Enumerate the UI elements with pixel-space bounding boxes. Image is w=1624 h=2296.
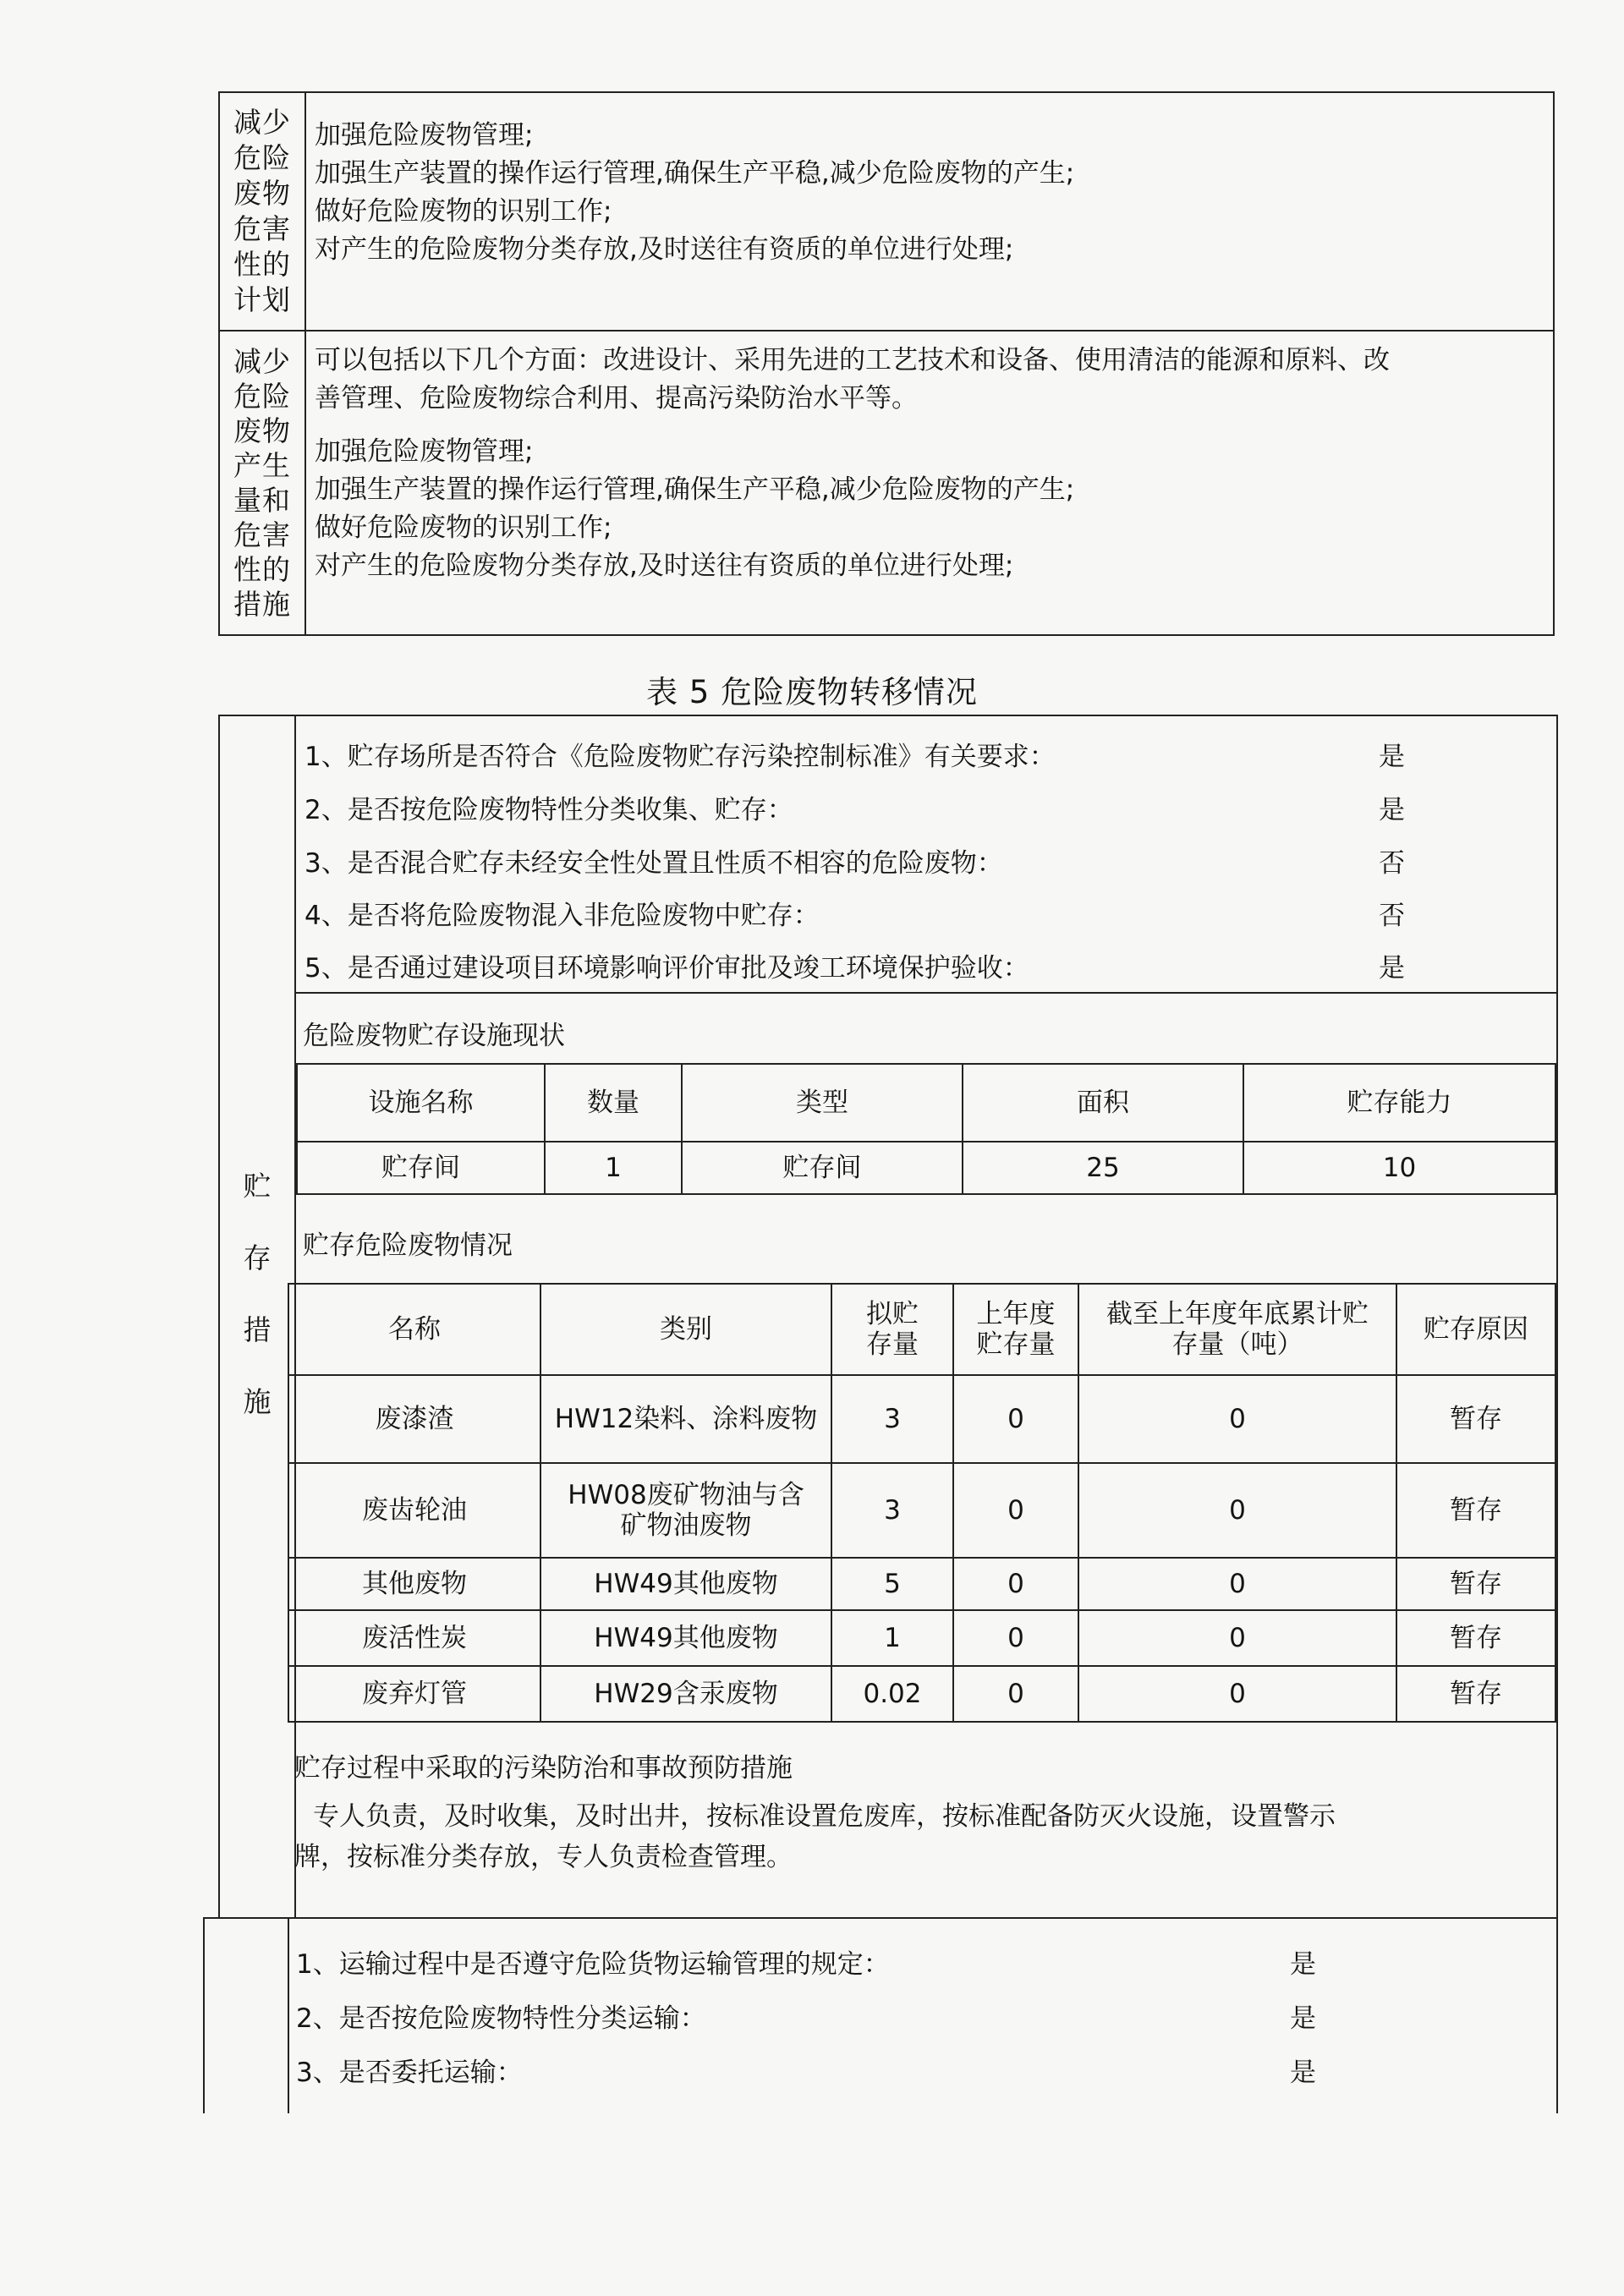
waste-header: 截至上年度年底累计贮存量（吨） (1078, 1284, 1396, 1375)
storage-answer: 是 (1379, 742, 1405, 772)
storage-question: 1、贮存场所是否符合《危险废物贮存污染控制标准》有关要求： 是 (304, 735, 1548, 773)
waste-header: 类别 (540, 1284, 831, 1375)
storage-question: 5、是否通过建设项目环境影响评价审批及竣工环境保护验收： 是 (304, 946, 1548, 984)
waste-cell: 0 (1078, 1375, 1396, 1463)
plan-row-plan (219, 92, 1554, 331)
waste-cell: 5 (831, 1558, 953, 1610)
waste-cell: 暂存 (1396, 1375, 1555, 1463)
waste-cell: 0 (953, 1610, 1078, 1666)
storage-question: 2、是否按危险废物特性分类收集、贮存： 是 (304, 788, 1548, 826)
plan-table (218, 91, 1555, 636)
plan-row-label: 减少 危险 废物 危害 性的 计划 (219, 92, 305, 331)
storage-answer: 否 (1379, 848, 1405, 879)
waste-cell: 0 (1078, 1666, 1396, 1722)
facility-header: 设施名称 (297, 1064, 545, 1142)
waste-cell: 3 (831, 1375, 953, 1463)
waste-row (288, 1463, 1555, 1558)
facility-cell: 25 (963, 1142, 1243, 1194)
transport-answer: 是 (1290, 2003, 1316, 2034)
waste-cell: 0 (953, 1463, 1078, 1558)
storage-answer: 是 (1379, 795, 1405, 825)
waste-cell: 0 (1078, 1610, 1396, 1666)
waste-header: 拟贮存量 (831, 1284, 953, 1375)
waste-cell: 暂存 (1396, 1610, 1555, 1666)
waste-cell: 废漆渣 (288, 1375, 540, 1463)
measures-row-text: 可以包括以下几个方面：改进设计、采用先进的工艺技术和设备、使用清洁的能源和原料、改 善管理、危险废物综合利用、提高污染防治水平等。 加强危险废物管理; 加强生产装置的操作运行管理,确保生产平稳,减少危险废物的产生; 做好危险废物的识别工作; 对产生的危险废物分类存放,及时送往有资质的单位进行处理; (305, 331, 1554, 635)
waste-cell: 废活性炭 (288, 1610, 540, 1666)
waste-table (288, 1283, 1556, 1723)
waste-section-label: 贮存危险废物情况 (303, 1230, 513, 1261)
transport-section (203, 1917, 1558, 2113)
waste-cell: HW49其他废物 (540, 1610, 831, 1666)
storage-section (218, 715, 1558, 1919)
waste-cell: 暂存 (1396, 1666, 1555, 1722)
waste-header: 名称 (288, 1284, 540, 1375)
storage-side-label-2: 存 (243, 1241, 272, 1274)
storage-question: 4、是否将危险废物混入非危险废物中贮存： 否 (304, 894, 1548, 932)
facility-header: 贮存能力 (1243, 1064, 1555, 1142)
measures-title: 贮存过程中采取的污染防治和事故预防措施 (294, 1753, 793, 1784)
waste-header-row (288, 1284, 1555, 1375)
facility-header-row (297, 1064, 1555, 1142)
plan-row-measures (219, 331, 1554, 635)
waste-header: 上年度贮存量 (953, 1284, 1078, 1375)
divider (294, 992, 1556, 994)
storage-answer: 否 (1379, 901, 1405, 931)
waste-cell: 其他废物 (288, 1558, 540, 1610)
facility-section-label: 危险废物贮存设施现状 (303, 1021, 565, 1051)
facility-row (297, 1142, 1555, 1194)
transport-answer: 是 (1290, 1949, 1316, 1980)
transport-question: 3、是否委托运输： 是 (296, 2051, 1548, 2089)
waste-cell: HW29含汞废物 (540, 1666, 831, 1722)
table-title: 表 5 危险废物转移情况 (645, 674, 979, 710)
facility-cell: 1 (545, 1142, 682, 1194)
waste-cell: 废齿轮油 (288, 1463, 540, 1558)
waste-cell: 0 (953, 1666, 1078, 1722)
waste-cell: 3 (831, 1463, 953, 1558)
waste-cell: 0 (953, 1558, 1078, 1610)
waste-cell: 暂存 (1396, 1558, 1555, 1610)
waste-cell: 废弃灯管 (288, 1666, 540, 1722)
waste-cell: 0 (1078, 1558, 1396, 1610)
plan-row-text: 加强危险废物管理; 加强生产装置的操作运行管理,确保生产平稳,减少危险废物的产生; 做好危险废物的识别工作; 对产生的危险废物分类存放,及时送往有资质的单位进行处理; (305, 92, 1554, 331)
measures-text: 专人负责，及时收集，及时出井，按标准设置危废库，按标准配备防灭火设施，设置警示 牌，按标准分类存放，专人负责检查管理。 (294, 1801, 1336, 1872)
facility-cell: 贮存间 (682, 1142, 963, 1194)
facility-header: 数量 (545, 1064, 682, 1142)
facility-table (296, 1063, 1556, 1195)
storage-side-label-1: 贮 (243, 1170, 272, 1203)
waste-row (288, 1666, 1555, 1722)
facility-cell: 贮存间 (297, 1142, 545, 1194)
storage-answer: 是 (1379, 953, 1405, 984)
waste-header: 贮存原因 (1396, 1284, 1555, 1375)
transport-answer: 是 (1290, 2058, 1316, 2088)
storage-side-label-3: 措 (243, 1313, 272, 1346)
storage-side-label-4: 施 (243, 1385, 272, 1418)
storage-question: 3、是否混合贮存未经安全性处置且性质不相容的危险废物： 否 (304, 841, 1548, 879)
waste-cell: HW12染料、涂料废物 (540, 1375, 831, 1463)
transport-question: 2、是否按危险废物特性分类运输： 是 (296, 1997, 1548, 2035)
waste-row (288, 1375, 1555, 1463)
waste-cell: 0.02 (831, 1666, 953, 1722)
measures-row-label: 减少 危险 废物 产生 量和 危害 性的 措施 (219, 331, 305, 635)
waste-cell: HW49其他废物 (540, 1558, 831, 1610)
waste-cell: HW08废矿物油与含矿物油废物 (540, 1463, 831, 1558)
waste-cell: 1 (831, 1610, 953, 1666)
waste-cell: 0 (1078, 1463, 1396, 1558)
waste-row (288, 1610, 1555, 1666)
waste-cell: 0 (953, 1375, 1078, 1463)
waste-row (288, 1558, 1555, 1610)
waste-cell: 暂存 (1396, 1463, 1555, 1558)
facility-header: 面积 (963, 1064, 1243, 1142)
transport-question: 1、运输过程中是否遵守危险货物运输管理的规定： 是 (296, 1943, 1548, 1981)
facility-header: 类型 (682, 1064, 963, 1142)
column-divider (288, 1919, 289, 2113)
facility-cell: 10 (1243, 1142, 1555, 1194)
